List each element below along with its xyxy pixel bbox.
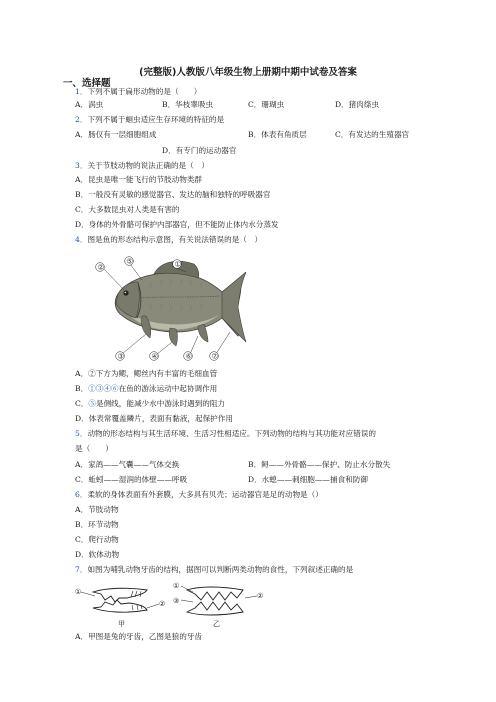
fish-label-2: ② [97, 263, 104, 272]
teeth-label-2b: ② [257, 592, 264, 600]
option-d: D．有专门的运动器官 [162, 146, 237, 155]
option-b: B．体表有角质层 [248, 130, 307, 139]
option-c: C．⑤是侧线，能减少水中游泳时遇到的阻力 [75, 399, 226, 408]
jaw-yi-upper [187, 587, 243, 600]
question-stem: 图是鱼的形态结构示意图，有关说法错误的是（ ） [87, 235, 263, 244]
option-b: B．华枝睾吸虫 [162, 100, 214, 109]
question-number: 2． [75, 115, 88, 124]
question-4 [75, 235, 262, 245]
option-a: A．肠仅有一层细胞组成 [75, 130, 157, 139]
teeth-label-1b: ① [173, 582, 180, 590]
jaw-jia-lower [93, 600, 147, 612]
question-stem: 如图为哺乳动物牙齿的结构，据图可以判断两类动物的食性，下列叙述正确的是 [87, 565, 354, 574]
fish-label-6: ⑥ [185, 352, 192, 361]
teeth-label-2a: ② [159, 600, 166, 608]
option-d: D．软体动物 [75, 550, 120, 559]
question-stem: 柔软的身体表面有外套膜，大多具有贝壳；运动器官是足的动物是（） [87, 490, 323, 499]
question-stem: 动物的形态结构与其生活环境、生活习性相适应。下列动物的结构与其功能对应错误的 [87, 429, 376, 438]
option-a: A．甲图是兔的牙齿，乙图是狼的牙齿 [75, 632, 202, 641]
option-a: A．昆虫是唯一能飞行的节肢动物类群 [75, 175, 202, 184]
question-7 [75, 565, 353, 575]
page-title: (完整版)人教版八年级生物上册期中期中试卷及答案 [139, 67, 357, 78]
circled-number: ⑤ [88, 399, 96, 408]
question-number: 6． [75, 490, 88, 499]
jaw-jia-upper [93, 588, 147, 602]
fish-label-4: ④ [151, 352, 158, 361]
question-number: 7． [75, 565, 88, 574]
question-stem: 下列不属于扁形动物的是（ ） [87, 87, 202, 96]
question-3 [75, 161, 209, 171]
option-b: B．一般没有灵敏的感觉器官、发达的脑和独特的呼吸器官 [75, 190, 271, 199]
option-a: A．涡虫 [75, 100, 104, 109]
option-d: D．身体的外骨骼可保护内部器官，但不能防止体内水分蒸发 [75, 220, 279, 229]
fig-label-jia: 甲 [118, 620, 125, 628]
question-number: 4． [75, 235, 88, 244]
question-stem-continued: 是（ ） [75, 444, 113, 453]
fish-label-5: ⑤ [126, 257, 133, 266]
option-d: D．水螅——刺细胞——捕食和防御 [248, 475, 368, 484]
teeth-label-3b: ③ [173, 597, 180, 605]
option-a: A．家鸽——气囊——气体交换 [75, 460, 180, 469]
jaw-yi-lower [187, 602, 243, 615]
option-c: C．有发达的生殖器官 [335, 130, 410, 139]
option-d: D．猪肉绦虫 [335, 100, 380, 109]
section-heading: 一、选择题 [63, 78, 111, 89]
question-number: 1． [75, 87, 88, 96]
fish-label-3: ③ [117, 352, 124, 361]
question-2 [75, 115, 224, 125]
fig-label-yi: 乙 [213, 620, 220, 628]
option-b: B．鲟——外骨骼——保护、防止水分散失 [248, 460, 391, 469]
option-d: D．体表常覆盖鳞片，表面有黏液，起保护作用 [75, 414, 233, 423]
question-1 [75, 87, 201, 97]
circled-numbers: ①③④⑥ [88, 384, 119, 393]
option-a: A．节肢动物 [75, 505, 119, 514]
teeth-label-1a: ① [75, 588, 82, 596]
fish-eye [123, 290, 128, 295]
question-stem: 下列不属于蛔虫适应生存环境的特征的是 [87, 115, 225, 124]
option-c: C．珊瑚虫 [248, 100, 285, 109]
question-stem: 关于节肢动物的说法正确的是（ ） [87, 161, 209, 170]
fish-label-1: ① [174, 260, 181, 269]
option-c: C．爬行动物 [75, 535, 119, 544]
option-a: A．②下方为鳃，鳃丝内有丰富的毛细血管 [75, 369, 218, 378]
fish-diagram [90, 252, 250, 362]
question-5 [75, 429, 376, 439]
option-b: B．环节动物 [75, 520, 119, 529]
option-b: B．①③④⑥在鱼的游泳运动中起协调作用 [75, 384, 218, 393]
teeth-diagram [75, 578, 275, 630]
fish-label-7: ⑦ [211, 352, 218, 361]
option-c: C．大多数昆虫对人类是有害的 [75, 205, 180, 214]
question-number: 5． [75, 429, 88, 438]
option-c: C．蚯蚓——湿润的体壁——呼吸 [75, 475, 188, 484]
question-number: 3． [75, 161, 88, 170]
question-6 [75, 490, 323, 500]
